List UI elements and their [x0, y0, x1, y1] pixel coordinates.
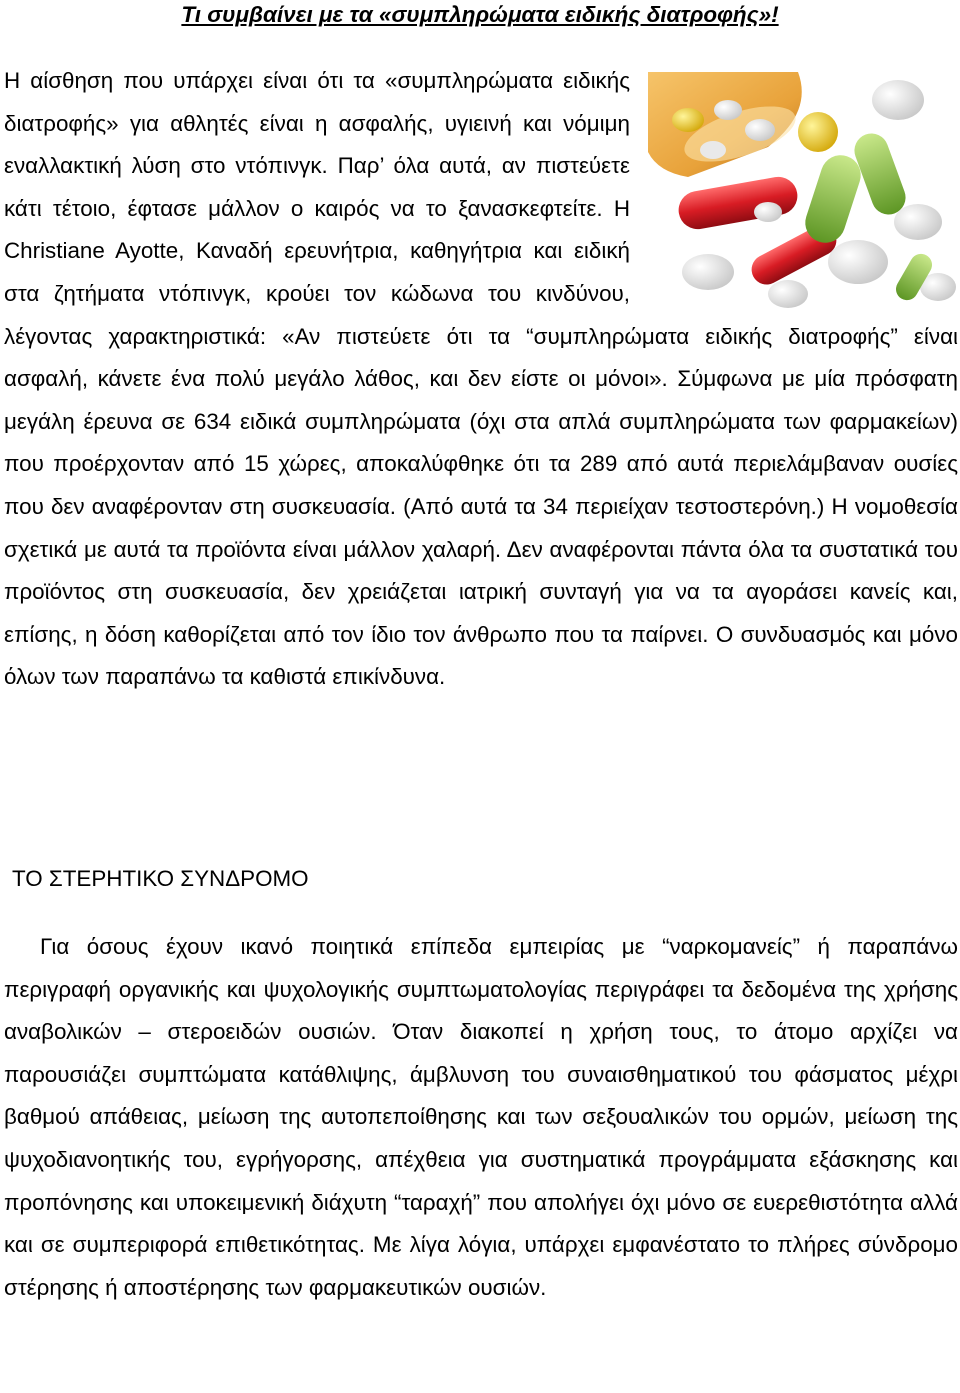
section-heading: ΤΟ ΣΤΕΡΗΤΙΚΟ ΣΥΝΔΡΟΜΟ	[12, 866, 309, 891]
paragraph-1-text: Η αίσθηση που υπάρχει είναι ότι τα «συμπληρώματα ειδικής διατροφής» για αθλητές είναι η ασφαλής, υγιεινή και νόμιμη εναλλακτική λύση στο ντόπινγκ. Παρ’ όλα αυτά, αν πιστεύετε κάτι τέτοιο, έφτασε μάλλον ο καιρός να το ξανασκεφτείτε. Η Christiane Ayotte, Καναδή ερευνήτρια, καθηγήτρια και ειδική στα ζητήματα ντόπινγκ, κρούει τον κώδωνα του κινδύνου, λέγοντας χαρακτηριστικά: «Αν πιστεύετε ότι τα “συμπληρώματα ειδικής διατροφής” είναι ασφαλή, κάνετε ένα πολύ μεγάλο λάθος, και δεν είστε οι μόνοι». Σύμφωνα με μία πρόσφατη μεγάλη έρευνα σε 634 ειδικά συμπληρώματα (όχι στα απλά συμπληρώματα των φαρμακείων) που προέρχονταν από 15 χώρες, αποκαλύφθηκε ότι τα 289 από αυτά περιελάμβαναν ουσίες που δεν αναφέρονταν στη συσκευασία. (Από αυτά τα 34 περιείχαν τεστοστερόνη.) Η νομοθεσία σχετικά με αυτά τα προϊόντα είναι μάλλον χαλαρή. Δεν αναφέρονται πάντα όλα τα συστατικά του προϊόντος στη συσκευασία, δεν χρειάζεται ιατρική συνταγή για να τα αγοράσει κανείς και, επίσης, η δόση καθορίζεται από τον ίδιο τον άνθρωπο που τα παίρνει. Ο συνδυασμός και μόνο όλων των παραπάνω τα καθιστά επικίνδυνα.	[4, 68, 958, 690]
article-paragraph-2: Για όσους έχουν ικανό ποιητικά επίπεδα εμπειρίας με “ναρκομανείς” ή παραπάνω περιγραφή οργανικής και ψυχολογικής συμπτωματολογίας περιγράφει τα δεδομένα της χρήσης αναβολικών – στεροειδών ουσιών. Όταν διακοπεί η χρήση τους, το άτομο αρχίζει να παρουσιάζει συμπτώματα κατάθλιψης, άμβλυνση του συναισθηματικού του φάσματος μέχρι βαθμού απάθειας, μείωση της αυτοπεποίθησης και των σεξουαλικών του ορμών, μείωση της ψυχοδιανοητικής του, εγρήγορσης, απέχθεια για συστηματικά προγράμματα εξάσκησης και προπόνησης και υποκειμενική διάχυτη “ταραχή” που απολήγει όχι μόνο σε ευερεθιστότητα αλλά και σε συμπεριφορά επιθετικότητας. Με λίγα λόγια, υπάρχει εμφανέστατο το πλήρες σύνδρομο στέρησης ή αποστέρησης των φαρμακευτικών ουσιών.	[4, 934, 958, 1300]
pills-photo-icon	[648, 72, 958, 312]
article-title: Τι συμβαίνει με τα «συμπληρώματα ειδικής διατροφής»!	[181, 2, 779, 27]
article-paragraph-1	[4, 60, 958, 699]
